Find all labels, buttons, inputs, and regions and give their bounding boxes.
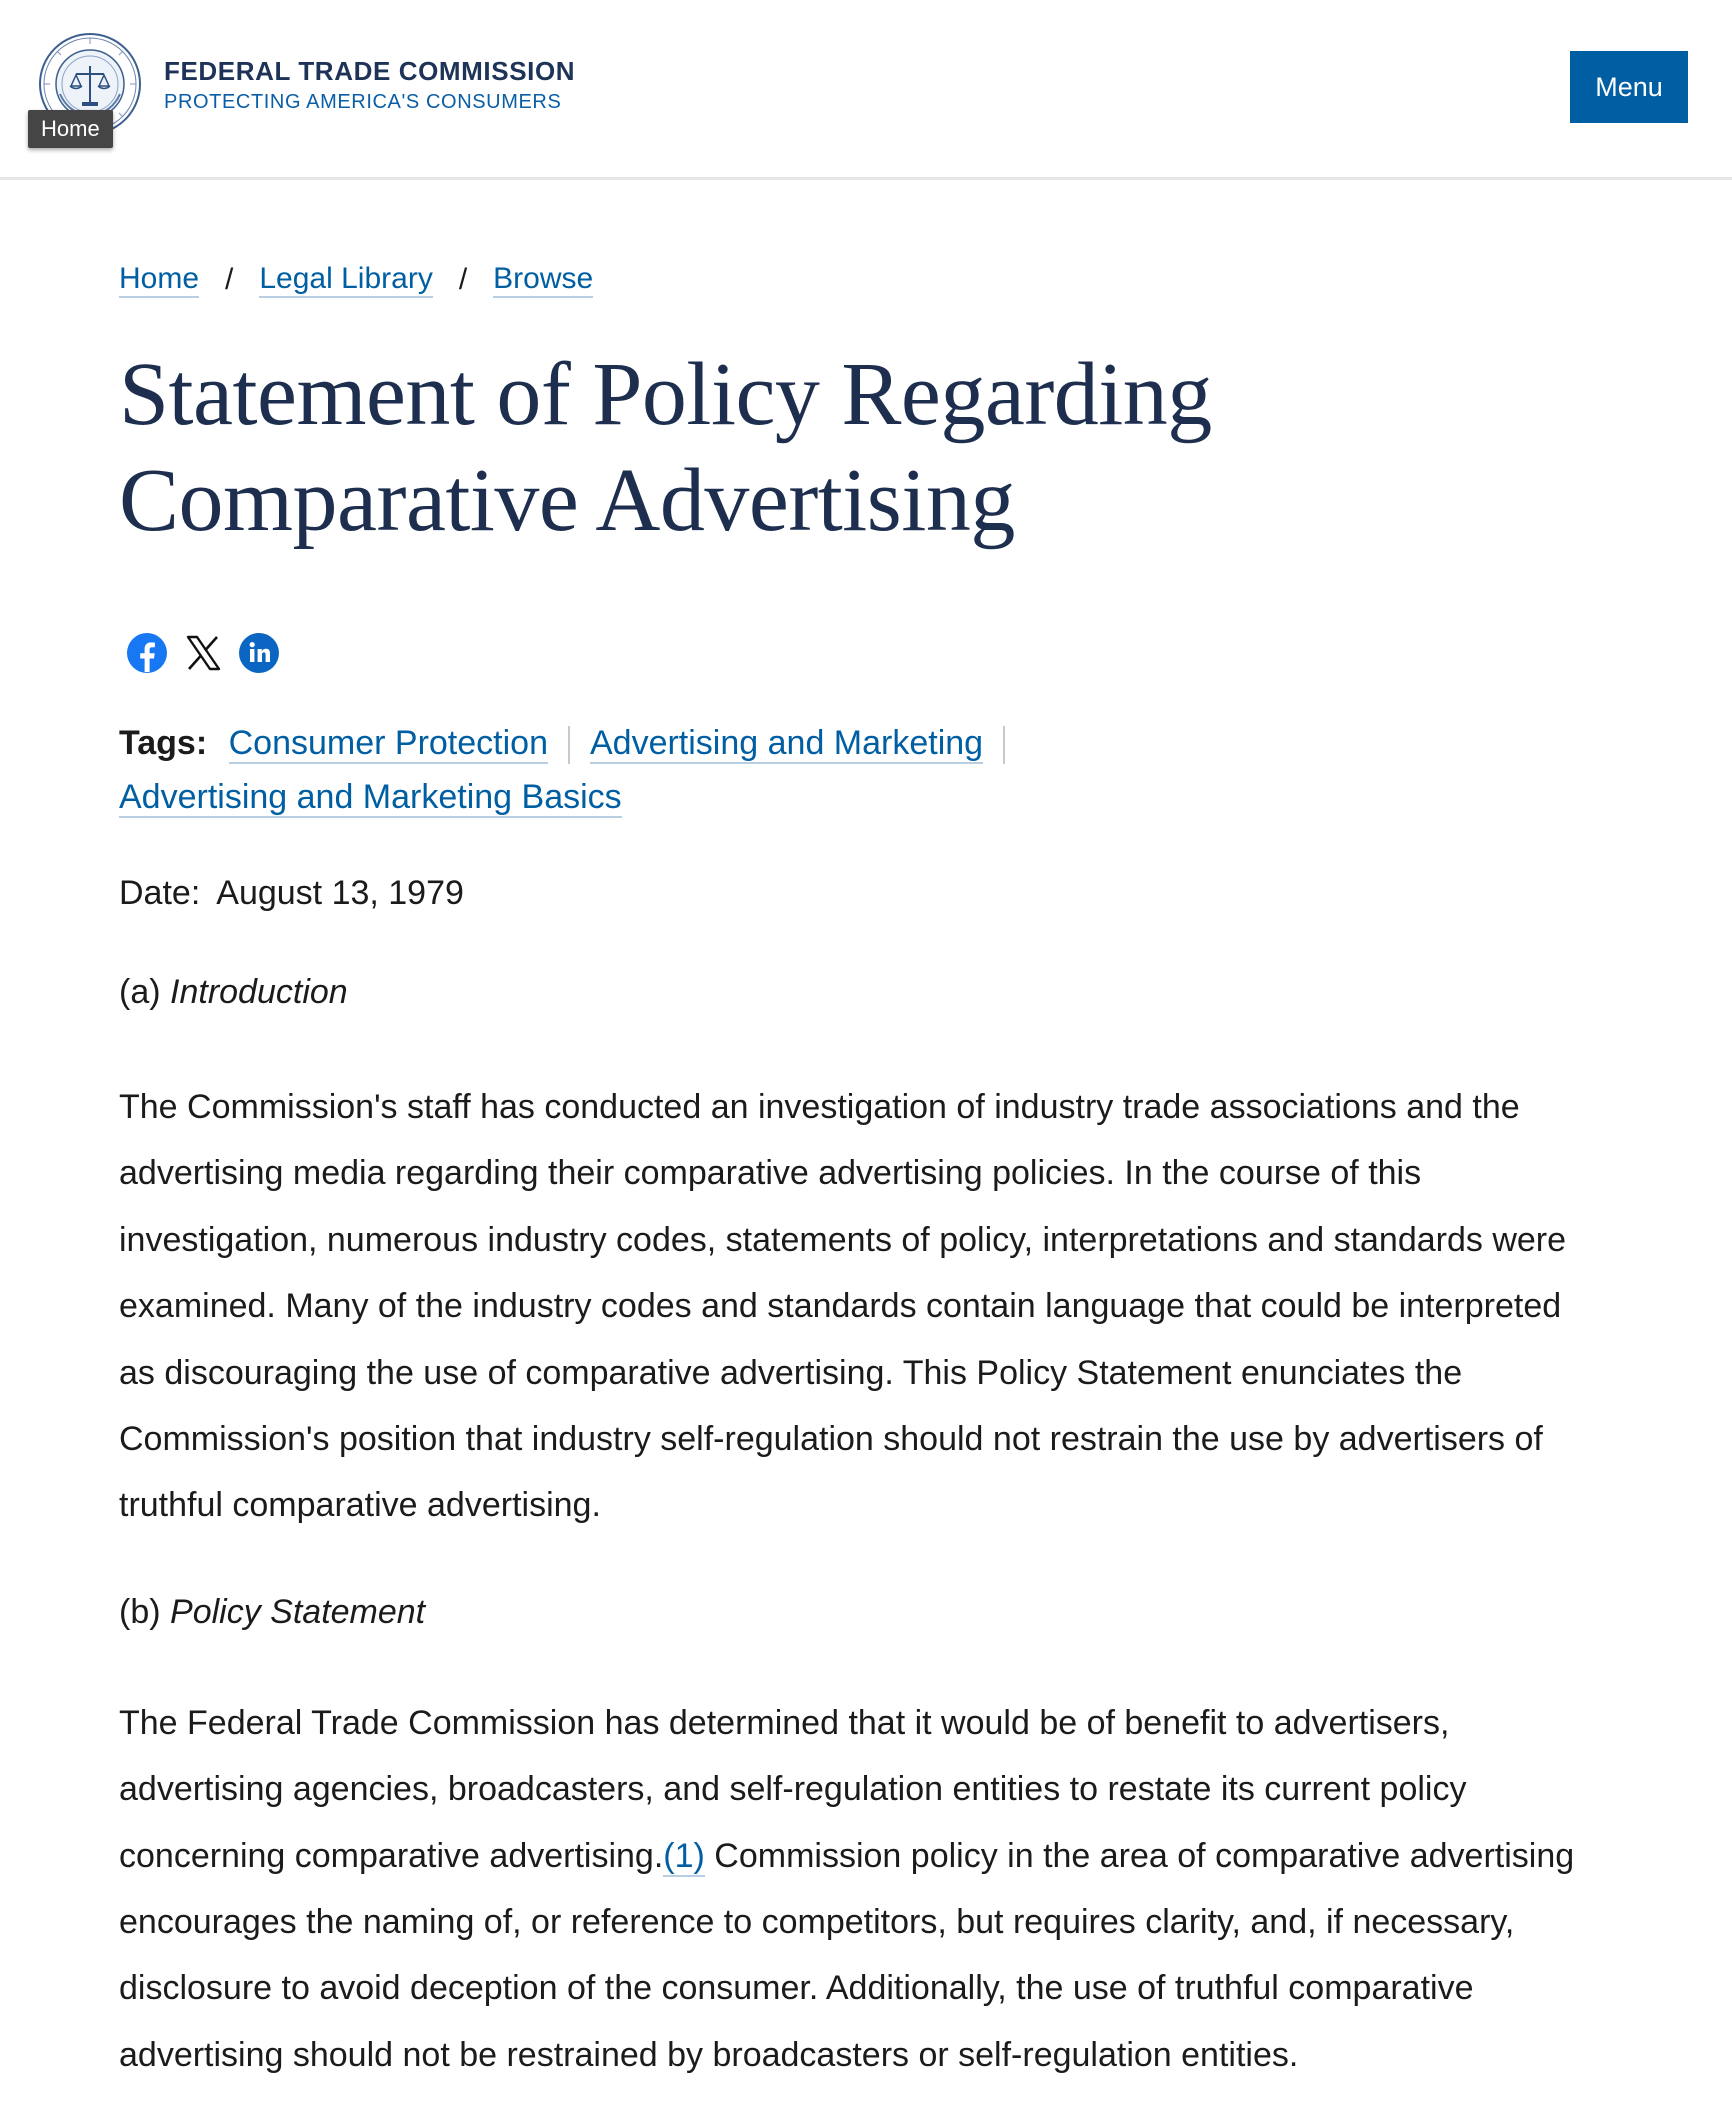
home-tooltip: Home — [28, 110, 113, 148]
section-a-body: The Commission's staff has conducted an investigation of industry trade associations and the advertising media regarding their comparative advertising policies. In the course of this investigation, numerous industry codes, statements of policy, interpretations and standards were examined. Many of the industry codes and standards contain language that could be interpreted as discouraging the use of comparative advertising. This Policy Statement enunciates the Commission's position that industry self-regulation should not restrain the use by advertisers of truthful comparative advertising. — [119, 1088, 1567, 1525]
section-a-marker: (a) — [119, 973, 161, 1011]
page-title-line1: Statement of Policy Regarding — [119, 345, 1212, 444]
tag-consumer-protection[interactable]: Consumer Protection — [228, 724, 548, 762]
date-label: Date: — [119, 874, 201, 912]
org-name[interactable]: FEDERAL TRADE COMMISSION — [164, 56, 576, 86]
section-a-title: Introduction — [170, 973, 348, 1011]
facebook-icon — [126, 632, 168, 674]
org-tagline: PROTECTING AMERICA'S CONSUMERS — [164, 91, 562, 113]
page-title — [119, 342, 1419, 554]
tag-divider — [568, 726, 570, 764]
share-x-link[interactable] — [182, 632, 224, 674]
tag-advertising-and-marketing[interactable]: Advertising and Marketing — [589, 724, 984, 762]
tags — [119, 716, 1219, 824]
tag-divider — [1003, 726, 1005, 764]
tag-advertising-and-marketing-basics[interactable]: Advertising and Marketing Basics — [119, 778, 622, 816]
main-content — [119, 260, 1599, 2088]
share-facebook-link[interactable] — [126, 632, 168, 674]
section-b-heading — [119, 1593, 1599, 1632]
section-b-body-after: Commission policy in the area of comparative advertising encourages the naming of, or reference to competitors, but requires clarity, and, if necessary, disclosure to avoid deception of the consumer. Additionally, the use of truthful comparative advertising should not be restrained by broadcasters or self-regulation entities. — [119, 1836, 1575, 2074]
section-b-body-before: The Federal Trade Commission has determined that it would be of benefit to advertisers, advertising agencies, broadcasters, and self-regulation entities to restate its current policy concerning comparative advertising. — [119, 1703, 1467, 1875]
section-b-title: Policy Statement — [170, 1592, 426, 1631]
menu-button[interactable]: Menu — [1570, 51, 1688, 123]
date-value: August 13, 1979 — [216, 874, 464, 912]
breadcrumb-separator: / — [225, 263, 234, 296]
breadcrumb-home[interactable]: Home — [119, 262, 199, 298]
page-title-line2: Comparative Advertising — [119, 451, 1015, 550]
footnote-1-link[interactable]: (1) — [663, 1836, 705, 1875]
site-header — [0, 0, 1732, 180]
section-b-body — [119, 1690, 1599, 2088]
tags-label: Tags: — [119, 724, 208, 762]
breadcrumb-legal-library[interactable]: Legal Library — [259, 262, 432, 298]
breadcrumb — [119, 260, 1599, 300]
breadcrumb-separator: / — [458, 263, 468, 296]
share-links — [126, 632, 1599, 674]
breadcrumb-browse[interactable]: Browse — [493, 262, 593, 298]
section-a-heading — [119, 973, 1599, 1012]
publish-date — [119, 874, 1599, 913]
share-linkedin-link[interactable] — [238, 632, 280, 674]
linkedin-icon — [238, 632, 280, 674]
section-b-marker: (b) — [119, 1592, 161, 1631]
x-icon — [182, 632, 224, 674]
